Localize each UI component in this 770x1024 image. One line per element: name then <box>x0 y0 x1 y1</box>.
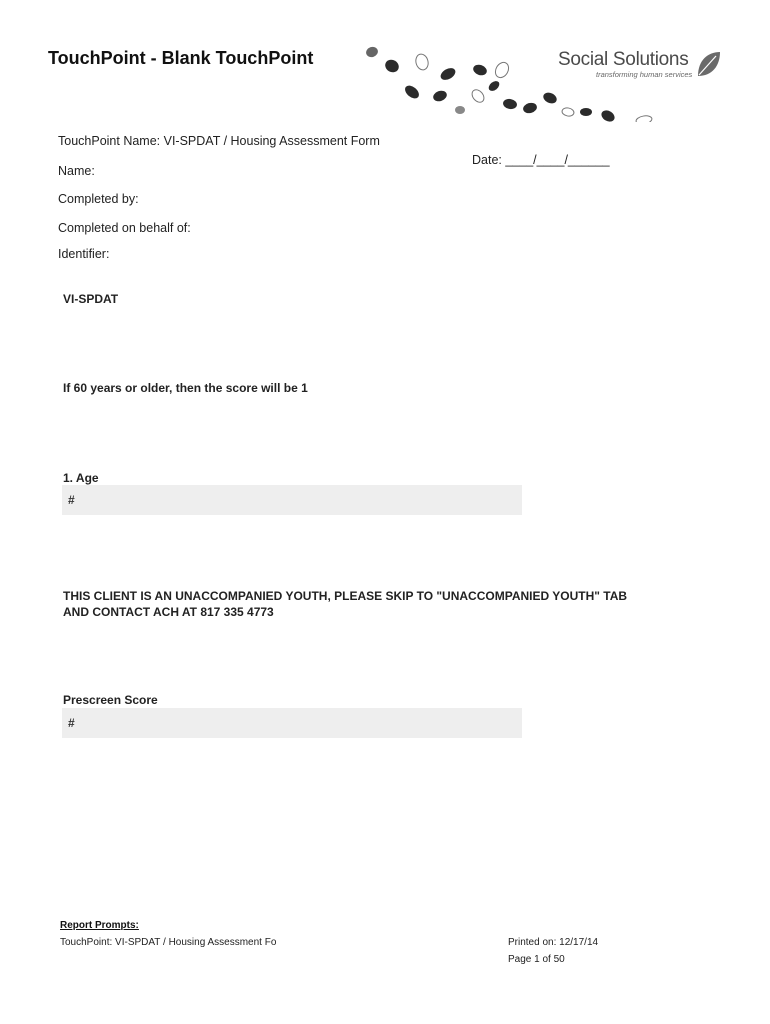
age-note: If 60 years or older, then the score will be 1 <box>63 381 308 395</box>
prescreen-score-label: Prescreen Score <box>63 693 158 707</box>
completed-by-label: Completed by: <box>58 192 139 206</box>
completed-on-behalf-label: Completed on behalf of: <box>58 221 191 235</box>
brand-name: Social Solutions <box>558 49 689 70</box>
leaf-icon <box>694 50 722 78</box>
footer-page-number: Page 1 of 50 <box>508 954 565 965</box>
brand-tagline: transforming human services <box>596 70 693 79</box>
footer-printed-on: Printed on: 12/17/14 <box>508 937 599 948</box>
identifier-label: Identifier: <box>58 247 110 261</box>
prescreen-score-input[interactable]: # <box>62 708 522 738</box>
report-prompts-label: Report Prompts: <box>60 920 139 931</box>
youth-notice-line1: THIS CLIENT IS AN UNACCOMPANIED YOUTH, PLEASE SKIP TO "UNACCOMPANIED YOUTH" TAB <box>63 589 628 603</box>
section-vispdat: VI-SPDAT <box>63 292 119 306</box>
touchpoint-name: TouchPoint Name: VI-SPDAT / Housing Assessment Form <box>58 134 380 148</box>
page-title: TouchPoint - Blank TouchPoint <box>48 48 314 68</box>
youth-notice-line2: AND CONTACT ACH AT 817 335 4773 <box>63 605 274 619</box>
name-label: Name: <box>58 164 95 178</box>
date-field: Date: ____/____/______ <box>472 153 610 167</box>
footer-touchpoint: TouchPoint: VI-SPDAT / Housing Assessment Fo <box>60 937 277 948</box>
age-input[interactable]: # <box>62 485 522 515</box>
age-question-label: 1. Age <box>63 471 99 485</box>
